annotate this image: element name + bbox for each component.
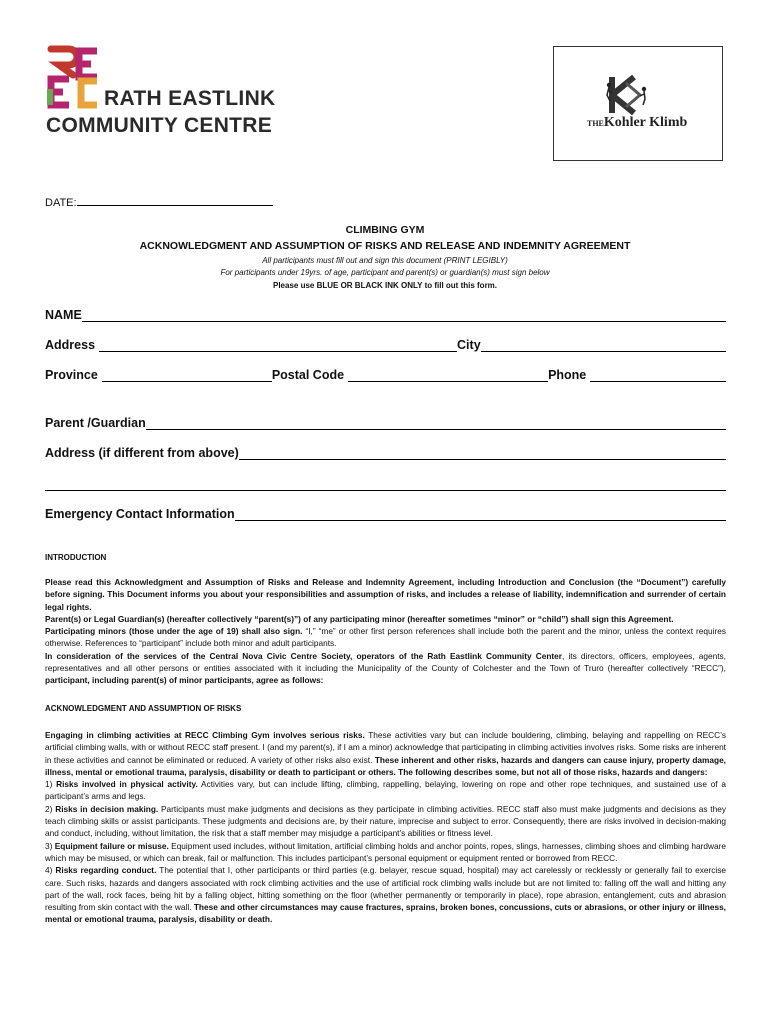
name-label: NAME (45, 308, 82, 322)
province-label: Province (45, 368, 98, 382)
emergency-label: Emergency Contact Information (45, 507, 235, 521)
phone-line[interactable] (590, 368, 726, 382)
climber-logo-icon (604, 75, 650, 115)
address-line[interactable] (99, 338, 457, 352)
doc-subtitle: ACKNOWLEDGMENT AND ASSUMPTION OF RISKS AND RELEASE AND INDEMNITY AGREEMENT (139, 240, 631, 252)
date-line[interactable] (77, 194, 273, 206)
risks-paragraph-1 (45, 729, 726, 778)
risks-p1-bold: Engaging in climbing activities at RECC Climbing Gym involves serious risks. (45, 730, 365, 740)
risks-body (45, 729, 726, 926)
risk-3-rest: Equipment used includes, without limitation, artificial climbing holds and anchor points, ropes, slings, harnesses, climbing shoes and climbing hardware which may be misused, or which can break, fail or malfunction. This includes participant’s personal equipment or equipment rented or borrowed from RECC. (45, 840, 726, 863)
intro-paragraph-1 (45, 576, 726, 613)
emergency-line[interactable] (235, 507, 726, 521)
intro-p4-end: participant, including parent(s) of minor participants, agree as follows: (45, 675, 324, 686)
intro-body (45, 576, 726, 687)
intro-paragraph-3 (45, 625, 726, 650)
date-field[interactable] (45, 194, 273, 209)
instruction-1: All participants must fill out and sign this document (PRINT LEGIBLY) (262, 256, 508, 265)
risk-4-bold: Risks regarding conduct. (55, 865, 157, 876)
org-name-line2: COMMUNITY CENTRE (46, 114, 273, 137)
risk-2-num: 2) (45, 803, 56, 814)
risks-heading: ACKNOWLEDGMENT AND ASSUMPTION OF RISKS (45, 704, 242, 713)
risk-item-4 (45, 864, 726, 925)
alt-address-label: Address (if different from above) (45, 446, 239, 460)
partner-logo-box (553, 46, 723, 161)
instruction-ink: Please use BLUE OR BLACK INK ONLY to fill out this form. (272, 281, 498, 290)
risk-item-2 (45, 803, 726, 840)
risk-2-rest: Participants must make judgments and decisions as they participate in climbing activities. RECC staff also must make judgments and decisions as they teach climbing skills or assist participants. These judgments and decisions are, by their nature, imprecise and subject to error. Consequently, there are risks involved in decision-making and conduct, including, without limitation, the risk that a staff member may misjudge a participant’s abilities or fitness level. (45, 803, 726, 839)
phone-label: Phone (548, 368, 587, 382)
intro-p3-rest: “I,” “me” or other first person references shall include both the parent and the minor, unless the context requires otherwise. References to “participant” include both minor and adult participants. (45, 626, 726, 649)
address-city-row (45, 338, 726, 352)
risk-4-bold2: These and other circumstances may cause fractures, sprains, broken bones, concussions, cuts or abrasions, or other injury or illness, mental or emotional trauma, paralysis, disability or death. (45, 902, 726, 925)
alt-address-line[interactable] (239, 446, 726, 460)
risk-4-num: 4) (45, 865, 56, 876)
risk-4-rest: The potential that I, other participants or third parties (e.g. belayer, rescue squad, hospital) may act carelessly or recklessly or generally fail to exercise care. Such risks, hazards and dangers associated with rock climbing activities and the use of artificial rock climbing walls include but are not limited to: falling off the wall and hitting any part of the wall, rock faces, being hit by a falling object, hitting something on the floor (whether permanently or temporarily in place), rope abrasion, entanglement, cuts and abrasion resulting from skin contact with the wall. (45, 865, 726, 913)
name-line[interactable] (82, 308, 726, 322)
risk-3-num: 3) (45, 840, 55, 851)
postal-line[interactable] (348, 368, 548, 382)
partner-title: Kohler Klimb (603, 115, 688, 130)
recc-logo-icon (47, 45, 99, 109)
partner-prefix: THE (587, 119, 604, 128)
risk-1-bold: Risks involved in physical activity. (56, 779, 198, 790)
risks-p1-rest: These activities vary but can include bouldering, climbing, belaying and rappelling on RECC’s artificial climbing walls, with or without RECC staff present. I (and my parent(s), if I am a minor) acknowledge that participating in climbing activities involves risks. Some risks are inherent in these activities and cannot be eliminated or reduced. A variety of other risks also exist. (45, 730, 727, 765)
partner-name (587, 113, 687, 131)
intro-p4-rest: , its directors, officers, employees, agents, representatives and all other persons or entities associated with it including the Municipality of the County of Colchester and the Town of Truro (hereafter collectively “RECC”), (45, 650, 726, 674)
risk-1-rest: Activities vary, but can include lifting, climbing, rappelling, belaying, lowering on rope and other rope techniques, and sustained use of a participant’s arms and legs. (45, 779, 726, 802)
risk-3-bold: Equipment failure or misuse. (54, 840, 169, 851)
risk-2-bold: Risks in decision making. (55, 803, 159, 814)
intro-paragraph-2 (45, 613, 726, 625)
risk-item-1 (45, 778, 726, 803)
alt-address-line-2[interactable] (45, 490, 726, 491)
guardian-field[interactable] (45, 416, 726, 430)
guardian-label: Parent /Guardian (45, 416, 146, 430)
city-label: City (457, 338, 481, 352)
intro-paragraph-4 (45, 650, 726, 687)
intro-heading: INTRODUCTION (45, 553, 107, 562)
province-line[interactable] (102, 368, 272, 382)
doc-title: CLIMBING GYM (345, 224, 425, 236)
emergency-field[interactable] (45, 507, 726, 521)
city-line[interactable] (481, 338, 726, 352)
guardian-line[interactable] (146, 416, 726, 430)
risk-1-num: 1) (45, 779, 57, 790)
alt-address-field[interactable] (45, 446, 726, 460)
intro-p3-bold: Participating minors (those under the age of 19) shall also sign. (45, 626, 303, 637)
risk-item-3 (45, 840, 726, 865)
postal-label: Postal Code (271, 368, 345, 382)
address-label: Address (45, 338, 96, 352)
org-name-line1: RATH EASTLINK (104, 87, 276, 110)
date-label: DATE: (45, 197, 77, 209)
risks-p1-bold2: These inherent and other risks, hazards and dangers can cause injury, property damage, illness, mental or emotional trauma, paralysis, disability or death to participant or others. The following describes some, but not all of those risks, hazards and dangers: (45, 754, 726, 777)
intro-p4-bold: In consideration of the services of the Central Nova Civic Centre Society, operators of the Rath Eastlink Community Center (45, 650, 563, 661)
province-row (45, 368, 726, 382)
instruction-2: For participants under 19yrs. of age, participant and parent(s) or guardian(s) must sign below (220, 268, 550, 277)
name-field[interactable] (45, 308, 726, 322)
intro-p1: Please read this Acknowledgment and Assumption of Risks and Release and Indemnity Agreement, including Introduction and Conclusion (the “Document”) carefully before signing. This Document informs you about your responsibilities and assumption of risks, and includes a release of liability, indemnification and surrender of certain legal rights. (45, 577, 726, 612)
intro-p2: Parent(s) or Legal Guardian(s) (hereafter collectively “parent(s)”) of any participating minor (hereafter sometimes “minor” or “child”) shall sign this Agreement. (45, 613, 674, 624)
